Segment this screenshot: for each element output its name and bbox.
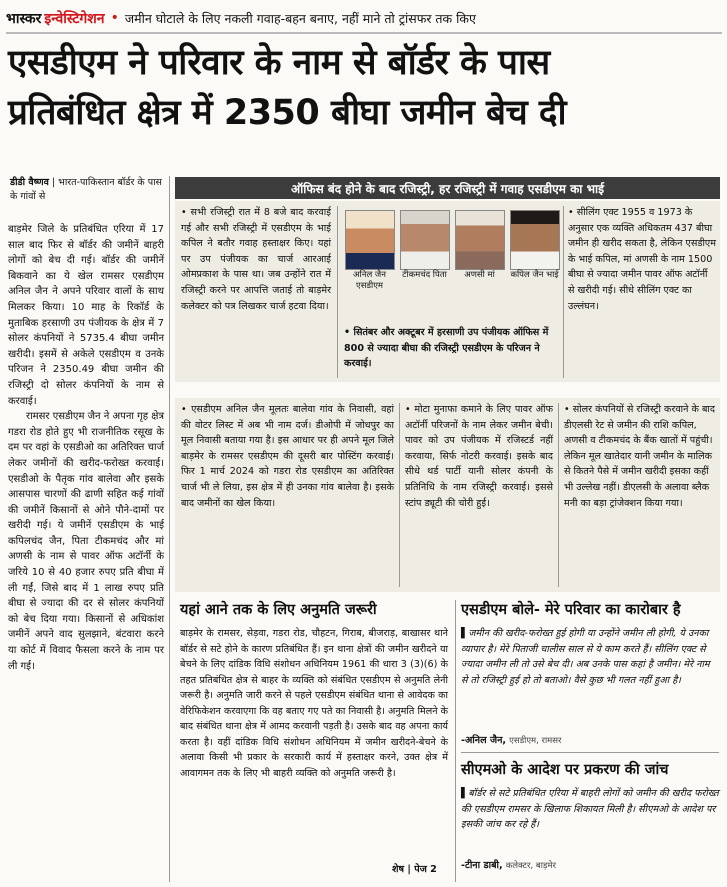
inquiry-attribution-role: कलेक्टर, बाड़मेर [505, 861, 557, 871]
permission-heading: यहां आने तक के लिए अनुमति जरूरी [180, 602, 377, 618]
sidebar-title-bar: ऑफिस बंद होने के बाद रजिस्ट्री, हर रजिस्ट्री में गवाह एसडीएम का भाई [175, 177, 720, 199]
inquiry-attribution [461, 858, 556, 871]
left-paragraph-1: बाड़मेर जिले के प्रतिबंधित एरिया में 17 साल बाद फिर से बॉर्डर की जमीनें बाहरी लोगों को बेच दी गई। बॉर्डर की जमीनें बिकवाने का ये खेल रामसर एसडीएम अनिल जैन ने अपने परिवार वालों के साथ मिलकर किया। 10 माह के रिकॉर्ड के मुताबिक हरसाणी उप पंजीयक के क्षेत्र में 7 सोलर कंपनियों ने 5735.4 बीघा जमीन खरीदी। इसमें से अकेले एसडीएम व उनके परिजन ने 2350.49 बीघा जमीन की रजिस्ट्री दो सोलर कंपनियों के नाम से करवाई। [8, 224, 164, 407]
inquiry-attribution-name: -टीना डाबी, [461, 860, 503, 871]
portrait-anil-jain [345, 210, 395, 270]
sdm-statement-heading: एसडीएम बोले- मेरे परिवार का कारोबार है [461, 602, 681, 618]
quote-marker-icon: ▌ [461, 628, 469, 639]
column-divider [169, 176, 170, 882]
left-paragraph-2: रामसर एसडीएम जैन ने अपना गृह क्षेत्र गडरा रोड होते हुए भी राजनीतिक रसूख के दम पर वहां के एसडीओ का अतिरिक्त चार्ज लेकर जमीनों की खरीद-फरोख्त करवाई। एसडीओ के पैतृक गांव बालेवा और इसके आसपास चारणों की ढाणी सहित कई गांवों की जमीनें किसानों से ओने पौने-दामों पर खरीदी गई। ये जमीनें एसडीएम के भाई कपिलचंद जैन, पिता टीकमचंद और मां अणसी के नाम से पावर ऑफ अटॉर्नी के जरिये 10 से 40 हजार रुपए प्रति बीघा में ली गईं, जिसे बाद में 1 लाख रुपए प्रति बीघा से ज्यादा की दर से सोलर कंपनियों को बेच दिया गया। किसानों से अधिकांश जमीनें अपने वाद सुलझाने, बंटवारा करने या कोर्ट में विवाद फैसला करने के नाम पर ली गई। [8, 411, 164, 672]
photo-card-anil [342, 210, 397, 322]
box-divider-3 [399, 403, 400, 587]
permission-body: बाड़मेर के रामसर, सेड़वा, गडरा रोड, चौहटन, गिराब, बीजराड़, बाखासर थाने बॉर्डर से सटे होने के कारण प्रतिबंधित हैं। इन थाना क्षेत्रों की जमीन खरीदने या बेचने के लिए दांडिक विधि संशोधन अधिनियम 1961 की धारा 3 (3)(6) के तहत प्रतिबंधित क्षेत्र से बाहर के व्यक्ति को संबंधित एसडीएम से अनुमति लेनी जरूरी है। अनुमति जारी करने से पहले एसडीएम संबंधित थाना से आवेदक का वेरिफिकेशन करवाएगा कि वह बताए गए पते का निवासी है। अनुमति मिलने के बाद संबंधित थाना क्षेत्र में आमद करवानी पड़ती है। उसके बाद वह अपना कार्य करता है। वहीं दांडिक विधि संशोधन अधिनियम में जमीन खरीदने-बेचने के अलावा किसी भी प्रकार के सरकारी कार्य में हस्ताक्षर करने, उक्त क्षेत्र में आवागमन तक के लिए भी बाहरी व्यक्ति को अनुमति जरूरी है। [180, 628, 448, 779]
kicker-line: जमीन घोटाले के लिए नकली गवाह-बहन बनाए, नहीं माने तो ट्रांसफर तक किए [124, 10, 476, 26]
section-header [6, 4, 722, 34]
box-mid-2-text: • मोटा मुनाफा कमाने के लिए पावर ऑफ अटॉर्नी परिजनों के नाम लेकर जमीन बेची। पावर को उप पंजीयक में रजिस्टर्ड नहीं करवाया, सिर्फ नोटरी करवाई। इसके बाद सीधे थर्ड पार्टी यानी सोलर कंपनी के प्रतिनिधि के नाम रजिस्ट्री करवाई। इससे स्टांप ड्यूटी की चोरी हुई। [405, 404, 553, 509]
brand-name: भास्कर [6, 10, 42, 27]
box-top-left-text: • सभी रजिस्ट्री रात में 8 बजे बाद करवाई गई और सभी रजिस्ट्री में एसडीएम के भाई कपिल ने बतौर गवाह हस्ताक्षर किए। यहां पर उप पंजीयक का चार्ज आरआई ओमप्रकाश के पास था। जब उन्होंने रात में रजिस्ट्री करने पर आपत्ति जताई तो बाड़मेर कलेक्टर को पत्र लिखकर चार्ज हटवा दिया। [181, 207, 331, 312]
photo-card-kapil [507, 210, 562, 322]
photo-card-ansi [452, 210, 507, 322]
sdm-statement-quote [461, 626, 719, 688]
headline [8, 38, 720, 138]
inquiry-quote-text: बॉर्डर से सटे प्रतिबंधित एरिया में बाहरी लोगों को जमीन की खरीद फरोख्त की एसडीएम रामसर के खिलाफ शिकायत मिली है। सीएमओ के आदेश पर इसकी जांच कर रहे हैं। [461, 788, 719, 830]
byline-author: डीडी वैष्णव [10, 177, 49, 188]
portrait-tikamchand [400, 210, 450, 270]
inquiry-quote [461, 786, 719, 833]
photo-note: • सितंबर और अक्टूबर में हरसाणी उप पंजीयक ऑफिस में 800 से ज्यादा बीघा की रजिस्ट्री एसडीएम के परिजन ने करवाई। [344, 327, 549, 369]
photo-caption-4: कपिल जैन भाई [510, 270, 559, 280]
quote-marker-icon-2: ▌ [461, 788, 469, 799]
column-divider-2 [455, 600, 456, 882]
sdm-attribution-role: एसडीएम, रामसर [509, 736, 562, 746]
header-bullet: • [110, 10, 119, 26]
photo-caption-3: अणसी मां [464, 270, 495, 280]
permission-continued: शेष | पेज 2 [392, 864, 437, 875]
portrait-ansi [455, 210, 505, 270]
byline [10, 176, 170, 204]
box-divider-4 [558, 403, 559, 587]
photo-caption-2: टीकमचंद पिता [402, 270, 447, 280]
inquiry-heading: सीएमओ के आदेश पर प्रकरण की जांच [461, 762, 669, 778]
box-divider-2 [563, 206, 564, 378]
section-rule [461, 752, 719, 753]
portrait-kapil-jain [510, 210, 560, 270]
box-mid-1-text: • एसडीएम अनिल जैन मूलतः बालेवा गांव के निवासी, वहां की वोटर लिस्ट में अब भी नाम दर्ज। डीओपी में जोधपुर का मूल निवासी बताया गया है। इस आधार पर ही अपने मूल जिले बाड़मेर के रामसर एसडीएम की दूसरी बार पोस्टिंग करवाई। फिर 1 मार्च 2024 को गडरा रोड एसडीएम का अतिरिक्त चार्ज भी ले लिया, इस क्षेत्र में ही उनका गांव बालेवा है। इसके बाद जमीनों का खेल किया। [181, 404, 394, 509]
sdm-quote-text: जमीन की खरीद-फरोख्त हुई होगी या उन्होंने जमीन ली होगी, ये उनका व्यापार है। मेरे पिताजी चालीस साल से ये काम करते हैं। सीलिंग एक्ट से ज्यादा जमीन ली तो उसे बेच दी। अब उनके पास कहां है जमीन। मेरे नाम से तो रजिस्ट्री हुई हो तो बताओ। वैसे कुछ भी गलत नहीं हुआ है। [461, 628, 710, 686]
byline-place: भारत-पाकिस्तान बॉर्डर के पास के गांवों से [10, 177, 162, 202]
headline-line-2: प्रतिबंधित क्षेत्र में 2350 बीघा जमीन बेच दी [8, 93, 567, 133]
box-mid-3-text: • सोलर कंपनियों से रजिस्ट्री करवाने के बाद डीएलसी रेट से जमीन की राशि कपिल, अणसी व टीकमचंद के बैंक खातों में पहुंची। लेकिन मूल खातेदार यानी जमीन के मालिक से कितने पैसे में जमीन खरीदी इसका कहीं भी उल्लेख नहीं। डीएलसी के अलावा ब्लैक मनी का बड़ा ट्रांजेक्शन किया गया। [564, 404, 716, 509]
left-column [8, 222, 164, 674]
box-top-right-text: • सीलिंग एक्ट 1955 व 1973 के अनुसार एक व्यक्ति अधिकतम 437 बीघा जमीन ही खरीद सकता है, लेकिन एसडीएम के भाई कपिल, मां अणसी के नाम 1500 बीघा से ज्यादा जमीन पावर ऑफ अटॉर्नी से खरीदी गई। सीधे सीलिंग एक्ट का उल्लंघन। [568, 207, 716, 312]
box-divider-1 [337, 206, 338, 378]
photo-caption-1: अनिल जैन एसडीएम [353, 270, 386, 291]
photo-card-tikamchand [397, 210, 452, 322]
brand-section: इन्वेस्टिगेशन [44, 10, 105, 27]
photo-row [342, 210, 560, 322]
byline-separator: | [51, 177, 59, 188]
headline-line-1: एसडीएम ने परिवार के नाम से बॉर्डर के पास [8, 43, 550, 83]
sdm-attribution-name: -अनिल जैन, [461, 735, 507, 746]
sdm-attribution [461, 733, 562, 746]
